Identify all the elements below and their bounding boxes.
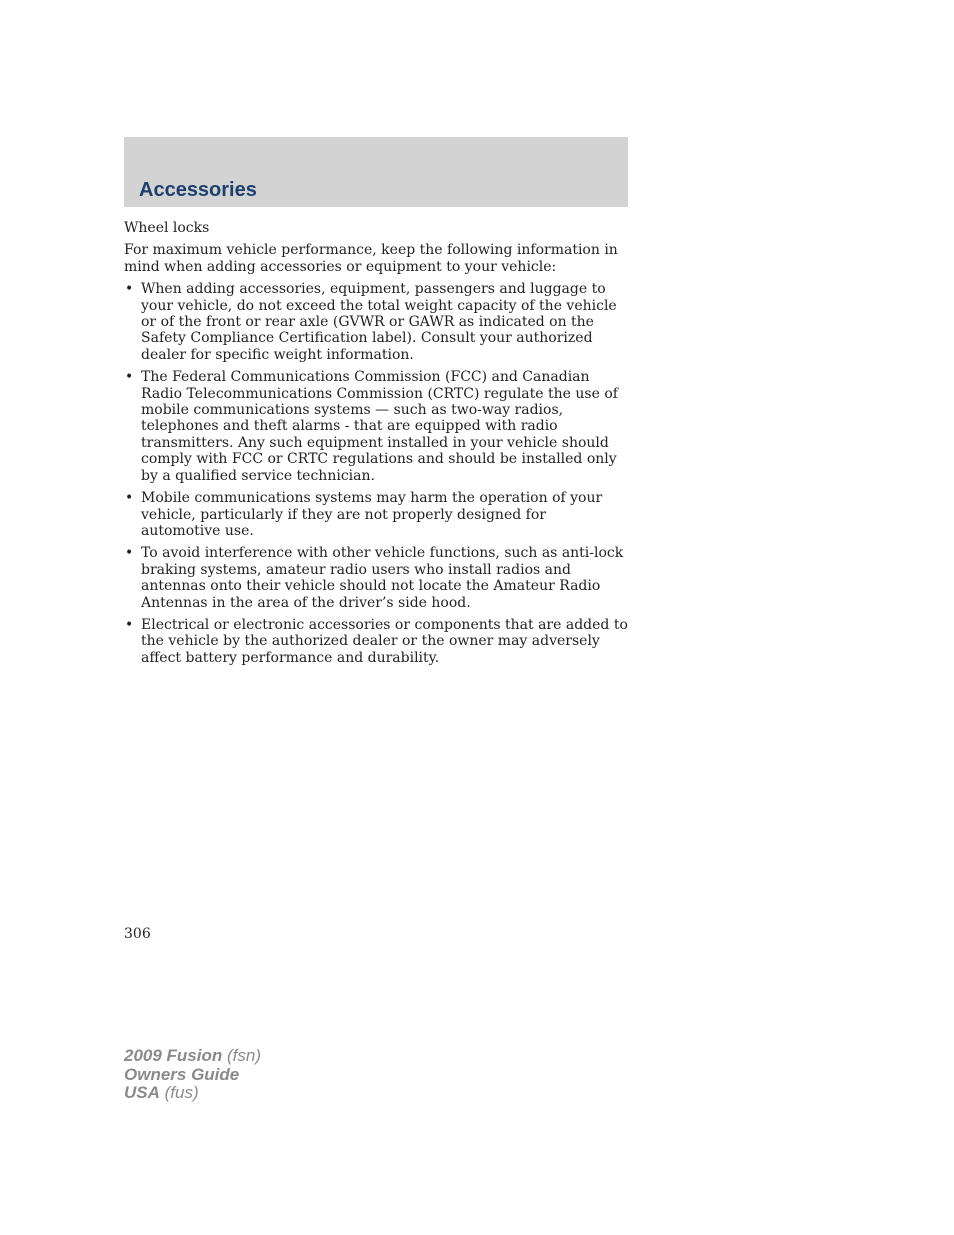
bullet-icon: •: [125, 545, 134, 562]
footer-doc-info: [124, 1047, 261, 1103]
list-item: [124, 369, 628, 484]
footer-line-guide: [124, 1066, 261, 1085]
bullet-list: [124, 281, 628, 666]
list-item-text: The Federal Communications Commission (FCC) and Canadian Radio Telecommunications Commission (CRTC) regulate the use of mobile communications systems — such as two-way radios, telephones and theft alarms - that are equipped with radio transmitters. Any such equipment installed in your vehicle should comply with FCC or CRTC regulations and should be installed only by a qualified service technician.: [141, 369, 618, 484]
list-item: [124, 490, 628, 539]
list-item: [124, 281, 628, 363]
footer-guide: Owners Guide: [124, 1064, 240, 1084]
bullet-icon: •: [125, 281, 134, 298]
footer-line-market: [124, 1084, 261, 1103]
footer-model-code: (fsn): [227, 1046, 261, 1065]
bullet-icon: •: [125, 369, 134, 386]
list-item-text: To avoid interference with other vehicle functions, such as anti-lock braking systems, amateur radio users who install radios and antennas onto their vehicle should not locate the Amateur Radio Antennas in the area of the driver’s side hood.: [141, 545, 624, 611]
list-item-text: Mobile communications systems may harm the operation of your vehicle, particularly if they are not properly designed for automotive use.: [141, 490, 603, 539]
footer-market-code: (fus): [164, 1083, 199, 1102]
list-item: [124, 617, 628, 666]
main-content: [124, 220, 628, 672]
bullet-icon: •: [125, 616, 134, 633]
list-item-text: Electrical or electronic accessories or components that are added to the vehicle by the authorized dealer or the owner may adversely affect battery performance and durability.: [141, 616, 628, 666]
list-item-text: When adding accessories, equipment, passengers and luggage to your vehicle, do not exceed the total weight capacity of the vehicle or of the front or rear axle (GVWR or GAWR as indicated on the Safety Compliance Certification label). Consult your authorized dealer for specific weight information.: [141, 281, 617, 363]
bullet-icon: •: [125, 490, 134, 507]
section-title: Accessories: [139, 179, 257, 201]
list-item: [124, 545, 628, 611]
footer-model: 2009 Fusion: [124, 1046, 223, 1065]
item-label: Wheel locks: [124, 220, 210, 236]
footer-line-model: [124, 1047, 261, 1066]
section-header-band: [124, 137, 628, 207]
footer-market: USA: [124, 1083, 160, 1102]
intro-paragraph: For maximum vehicle performance, keep the following information in mind when adding accessories or equipment to your vehicle:: [124, 242, 618, 275]
page-number: 306: [124, 926, 151, 942]
